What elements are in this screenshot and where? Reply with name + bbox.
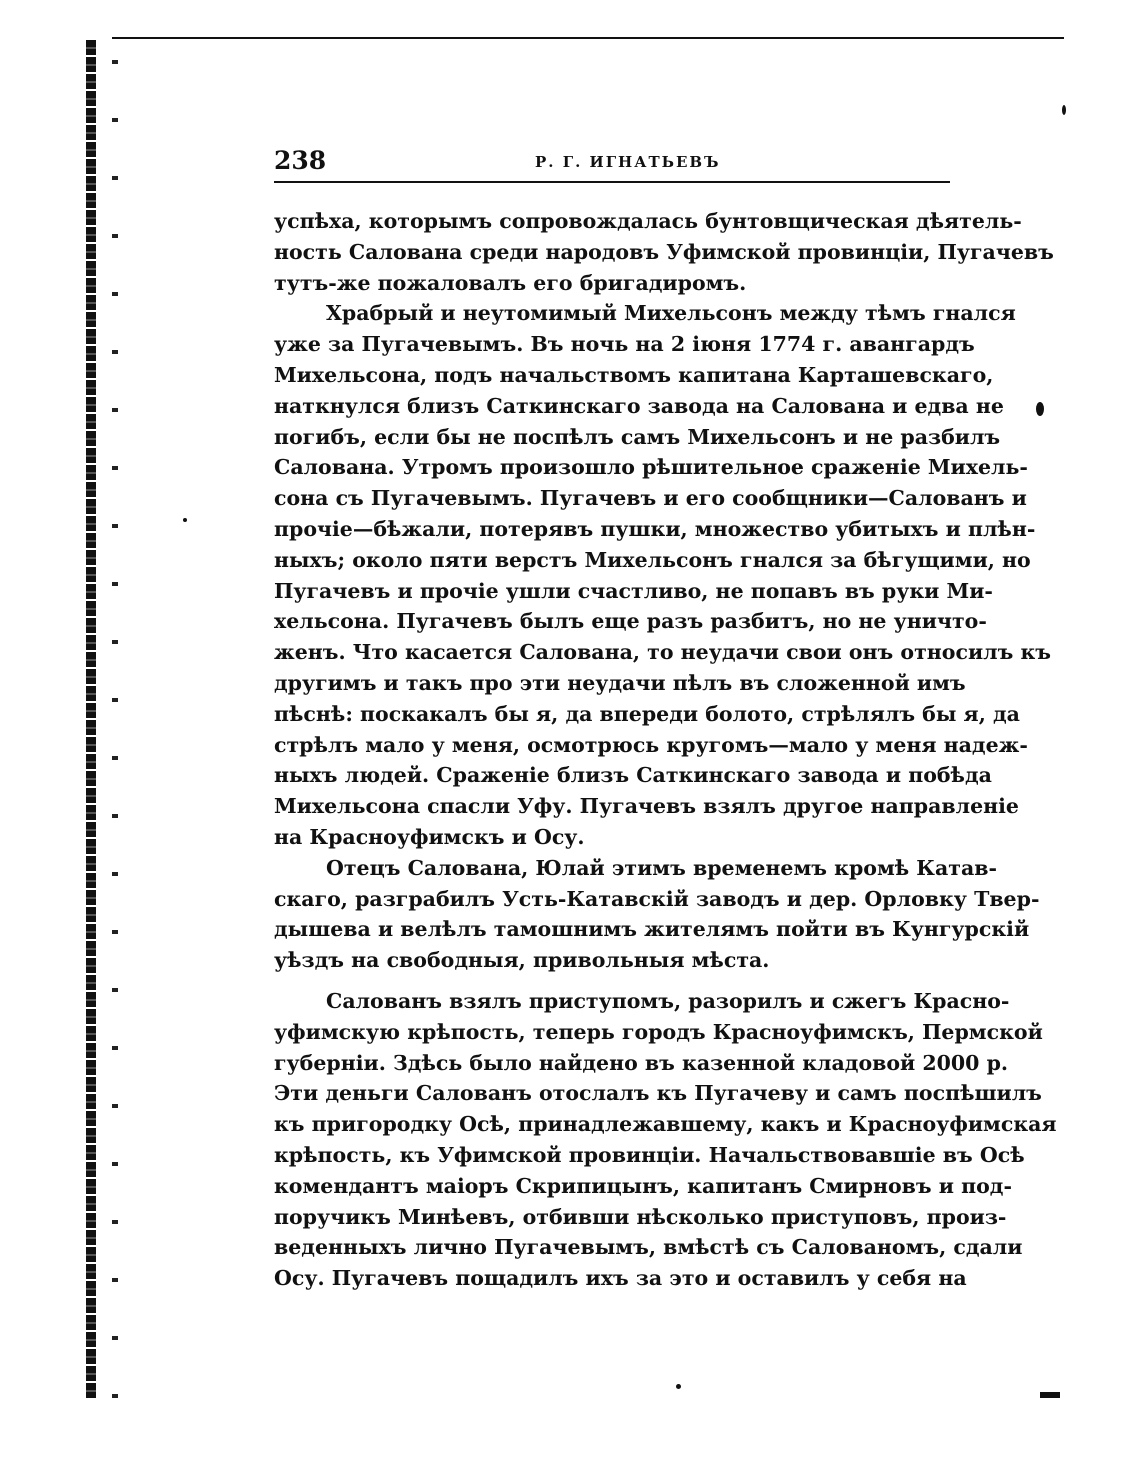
scan-speck [183, 518, 187, 522]
paragraph [274, 853, 1040, 976]
text-line: ныхъ людей. Сраженіе близъ Саткинскаго завода и побѣда [274, 763, 992, 788]
text-line: уѣздъ на свободныя, привольныя мѣста. [274, 948, 770, 973]
paragraph-gap [274, 976, 954, 986]
text-line: Отецъ Салована, Юлай этимъ временемъ кромѣ Катав- [326, 855, 997, 880]
text-line: успѣха, которымъ сопровождалась бунтовщическая дѣятель- [274, 209, 1022, 233]
text-line: тутъ-же пожаловалъ его бригадиромъ. [274, 270, 747, 295]
text-line: погибъ, если бы не поспѣлъ самъ Михельсонъ и не разбилъ [274, 424, 1001, 449]
scan-speck [1062, 105, 1066, 115]
paragraph [274, 206, 1054, 298]
text-line: Михельсона, подъ начальствомъ капитана Карташевскаго, [274, 362, 994, 387]
scan-speck [676, 1384, 681, 1389]
text-line: сона съ Пугачевымъ. Пугачевъ и его сообщники—Салованъ и [274, 486, 1027, 511]
paragraph [274, 986, 1057, 1294]
text-line: уфимскую крѣпость, теперь городъ Красноуфимскъ, Пермской [274, 1019, 1043, 1044]
text-line: комендантъ маіоръ Скрипицынъ, капитанъ Смирновъ и под- [274, 1173, 1012, 1198]
text-line: дышева и велѣлъ тамошнимъ жителямъ пойти въ Кунгурскій [274, 917, 1030, 942]
text-line: Осу. Пугачевъ пощадилъ ихъ за это и оставилъ у себя на [274, 1266, 967, 1291]
text-line: пѣснѣ: поскакалъ бы я, да впереди болото, стрѣлялъ бы я, да [274, 701, 1020, 726]
running-head: Р. Г. ИГНАТЬЕВЪ [535, 153, 721, 171]
text-line: скаго, разграбилъ Усть-Катавскій заводъ и дер. Орловку Твер- [274, 886, 1040, 911]
text-line: на Красноуфимскъ и Осу. [274, 824, 585, 849]
text-line: Храбрый и неутомимый Михельсонъ между тѣмъ гнался [326, 301, 1016, 326]
text-line: наткнулся близъ Саткинскаго завода на Салована и едва не [274, 393, 1004, 418]
scan-corner-mark [1040, 1392, 1060, 1398]
scan-speck [1036, 402, 1044, 416]
text-line: крѣпость, къ Уфимской провинціи. Начальствовавшіе въ Осѣ [274, 1142, 1025, 1167]
text-line: уже за Пугачевымъ. Въ ночь на 2 іюня 1774 г. авангардъ [274, 332, 975, 357]
scan-binding-specks [112, 60, 118, 1400]
body-text [274, 206, 1057, 1294]
text-line: поручикъ Минѣевъ, отбивши нѣсколько приступовъ, произ- [274, 1204, 1007, 1229]
text-line: къ пригородку Осѣ, принадлежавшему, какъ и Красноуфимская [274, 1112, 1057, 1137]
text-line: губерніи. Здѣсь было найдено въ казенной кладовой 2000 р. [274, 1050, 1009, 1075]
text-line: Михельсона спасли Уфу. Пугачевъ взялъ другое направленіе [274, 794, 1019, 819]
text-line: веденныхъ лично Пугачевымъ, вмѣстѣ съ Салованомъ, сдали [274, 1235, 1023, 1260]
text-line: другимъ и такъ про эти неудачи пѣлъ въ сложенной имъ [274, 670, 966, 695]
text-line: Салованъ взялъ приступомъ, разорилъ и сжегъ Красно- [326, 988, 1010, 1013]
scan-top-edge-rule [112, 37, 1064, 39]
text-line: прочіе—бѣжали, потерявъ пушки, множество убитыхъ и плѣн- [274, 516, 1036, 541]
text-line: женъ. Что касается Салована, то неудачи свои онъ относилъ къ [274, 640, 1051, 665]
paragraph [274, 298, 1051, 852]
header-rule [274, 181, 950, 183]
text-line: Эти деньги Салованъ отослалъ къ Пугачеву и самъ поспѣшилъ [274, 1081, 1042, 1106]
text-line: ныхъ; около пяти верстъ Михельсонъ гнался за бѣгущими, но [274, 547, 1031, 572]
page-number: 238 [274, 146, 327, 175]
text-line: Салована. Утромъ произошло рѣшительное сраженіе Михель- [274, 455, 1028, 480]
text-line: стрѣлъ мало у меня, осмотрюсь кругомъ—мало у меня надеж- [274, 732, 1028, 757]
text-line: Пугачевъ и прочіе ушли счастливо, не попавъ въ руки Ми- [274, 578, 993, 603]
text-line: ность Салована среди народовъ Уфимской провинціи, Пугачевъ [274, 239, 1054, 264]
text-line: хельсона. Пугачевъ былъ еще разъ разбитъ, но не уничто- [274, 609, 987, 634]
scan-binding-shadow [86, 40, 96, 1400]
